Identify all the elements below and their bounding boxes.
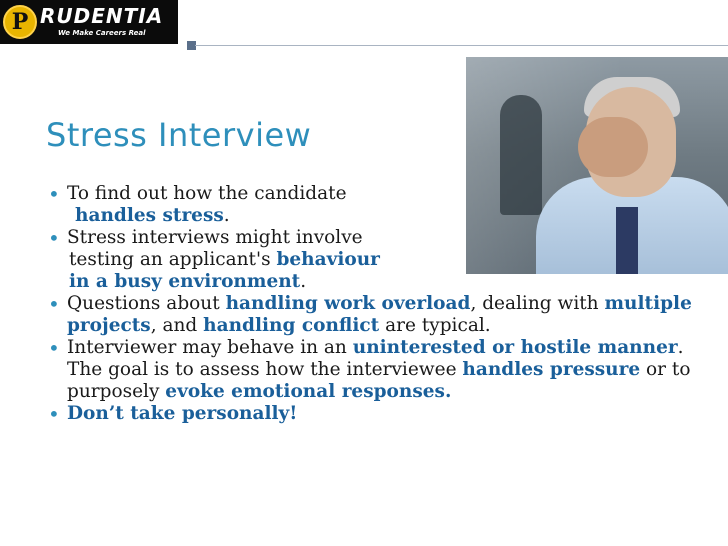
bullet-list	[48, 183, 720, 425]
bullet-item: • Don’t take personally!	[48, 402, 298, 426]
bullet-item: • Questions about handling work overload, dealing with multiple projects, and handling conflict are typical.	[48, 292, 692, 336]
bullet-icon: •	[48, 226, 60, 250]
bullet-icon: •	[48, 336, 60, 360]
logo-emblem-icon: P	[3, 5, 37, 39]
header-divider	[195, 45, 728, 46]
prudentia-logo	[0, 0, 178, 44]
bullet-icon: •	[48, 402, 60, 426]
logo-wordmark: RUDENTIA	[40, 4, 164, 28]
slide-title: Stress Interview	[46, 116, 312, 154]
bullet-item: • To find out how the candidate handles stress.	[48, 182, 347, 226]
bullet-item: • Interviewer may behave in an uninterested or hostile manner. The goal is to assess how the interviewee handles pressure or to purposely evoke emotional responses.	[48, 336, 691, 402]
logo-tagline: We Make Careers Real	[58, 29, 146, 37]
bullet-icon: •	[48, 182, 60, 206]
bullet-icon: •	[48, 292, 60, 316]
bullet-item: • Stress interviews might involve testing an applicant's behaviour in a busy environment.	[48, 226, 380, 292]
